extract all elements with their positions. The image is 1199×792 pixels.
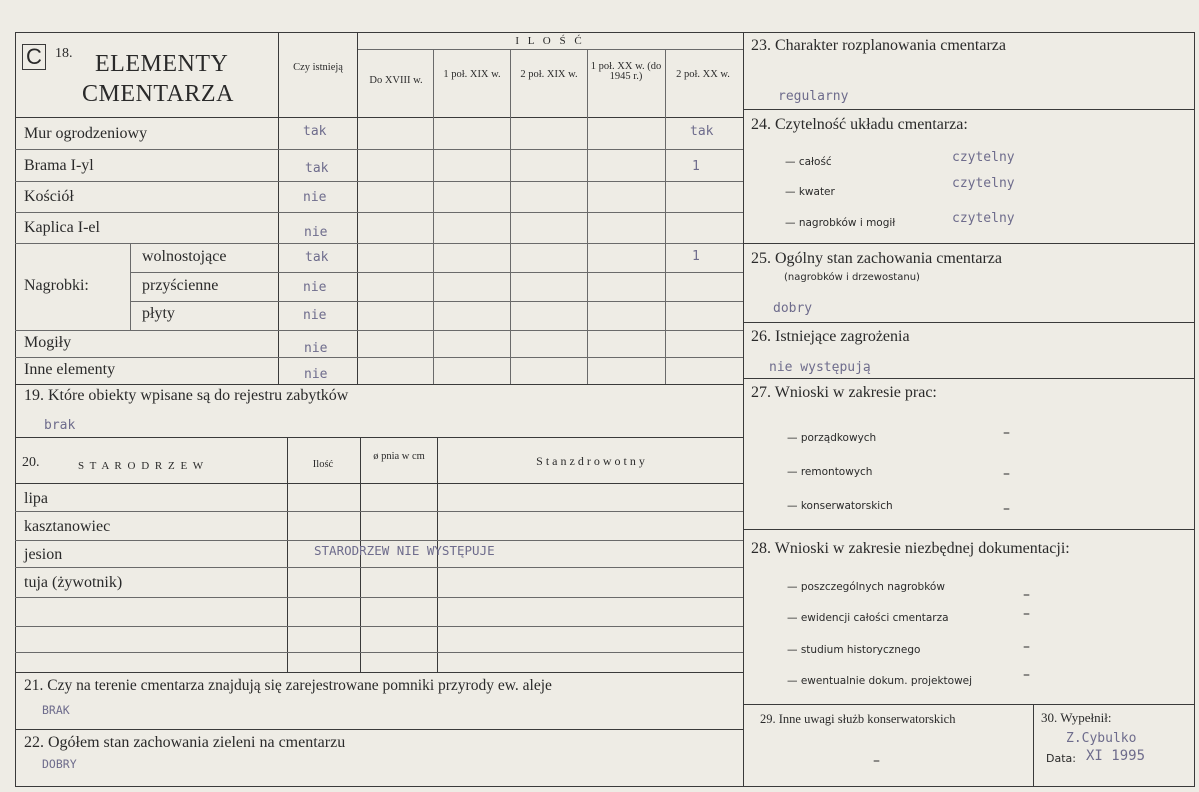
period-value: 1 bbox=[692, 249, 700, 264]
section-27-item-label: — konserwatorskich bbox=[787, 500, 893, 512]
row-label: Mur ogrodzeniowy bbox=[24, 125, 148, 142]
section-21-value: BRAK bbox=[42, 703, 70, 717]
section-badge: C bbox=[22, 44, 46, 70]
tree-label: tuja (żywotnik) bbox=[24, 574, 123, 591]
section-28-title: 28. Wnioski w zakresie niezbędnej dokumentacji: bbox=[751, 540, 1070, 557]
section-28-item-value: – bbox=[1023, 639, 1030, 655]
section-28-item-label: — poszczególnych nagrobków bbox=[787, 581, 945, 593]
section-27-item-value: – bbox=[1003, 501, 1010, 517]
row-label: Kościół bbox=[24, 188, 74, 205]
col-diameter-header: ø pnia w cm bbox=[373, 451, 425, 462]
section-23-title: 23. Charakter rozplanowania cmentarza bbox=[751, 37, 1006, 54]
row-label: Kaplica I-el bbox=[24, 219, 100, 236]
period-value: 1 bbox=[692, 159, 700, 174]
section-25-subtitle: (nagrobków i drzewostanu) bbox=[784, 272, 920, 283]
section-20-title: S T A R O D R Z E W bbox=[78, 460, 205, 472]
tree-label: kasztanowiec bbox=[24, 518, 111, 535]
section-number: 18. bbox=[55, 46, 73, 61]
section-21-title: 21. Czy na terenie cmentarza znajdują się zarejestrowane pomniki przyrody ew. aleje bbox=[24, 677, 552, 694]
section-25-title: 25. Ogólny stan zachowania cmentarza bbox=[751, 250, 1003, 267]
col-health-header: S t a n z d r o w o t n y bbox=[536, 454, 645, 468]
no-trees-note: STARODRZEW NIE WYSTĘPUJE bbox=[314, 543, 495, 558]
section-28-item-value: – bbox=[1023, 606, 1030, 622]
row-label: Brama I-yl bbox=[24, 157, 94, 174]
exists-value: nie bbox=[304, 225, 328, 240]
section-29-value: – bbox=[873, 753, 880, 769]
section-24-item-label: — kwater bbox=[785, 186, 835, 198]
section-19-value: brak bbox=[44, 418, 76, 433]
section-22-title: 22. Ogółem stan zachowania zieleni na cmentarzu bbox=[24, 734, 346, 751]
col-count-header: Ilość bbox=[312, 459, 334, 470]
row-label: płyty bbox=[142, 305, 175, 322]
section-24-item-label: — całość bbox=[785, 156, 832, 168]
section-title-line1: ELEMENTY bbox=[95, 51, 229, 77]
column-divider bbox=[743, 32, 744, 787]
section-26-value: nie występują bbox=[769, 360, 871, 375]
tree-label: lipa bbox=[24, 490, 48, 507]
section-28-item-label: — studium historycznego bbox=[787, 644, 921, 656]
section-27-item-label: — porządkowych bbox=[787, 432, 877, 444]
period-header: 2 poł. XIX w. bbox=[520, 69, 578, 80]
row-label: Mogiły bbox=[24, 334, 72, 351]
exists-value: nie bbox=[303, 280, 327, 295]
section-24-item-value: czytelny bbox=[952, 150, 1015, 165]
exists-value: tak bbox=[305, 250, 329, 265]
exists-value: tak bbox=[303, 124, 327, 139]
period-header: Do XVIII w. bbox=[369, 75, 423, 86]
tree-label: jesion bbox=[24, 546, 63, 563]
section-24-item-label: — nagrobków i mogił bbox=[785, 217, 896, 229]
period-header: 1 poł. XX w. (do 1945 r.) bbox=[590, 61, 662, 82]
section-24-item-value: czytelny bbox=[952, 176, 1015, 191]
section-30-name: Z.Cybulko bbox=[1066, 731, 1137, 746]
section-30-date-label: Data: bbox=[1046, 752, 1076, 765]
section-28-item-label: — ewentualnie dokum. projektowej bbox=[787, 675, 973, 687]
exists-value: tak bbox=[305, 161, 329, 176]
period-header: 1 poł. XIX w. bbox=[443, 69, 501, 80]
section-28-item-value: – bbox=[1023, 587, 1030, 603]
nagrobki-label: Nagrobki: bbox=[24, 277, 89, 294]
section-28-item-value: – bbox=[1023, 667, 1030, 683]
section-27-item-value: – bbox=[1003, 425, 1010, 441]
period-value: tak bbox=[690, 124, 714, 139]
exists-value: nie bbox=[304, 367, 328, 382]
section-24-item-value: czytelny bbox=[952, 211, 1015, 226]
row-label: przyścienne bbox=[142, 277, 219, 294]
col-exists-header: Czy istnieją bbox=[293, 62, 343, 73]
section-27-item-value: – bbox=[1003, 466, 1010, 482]
section-20-number: 20. bbox=[22, 455, 40, 470]
section-24-title: 24. Czytelność układu cmentarza: bbox=[751, 116, 968, 133]
section-19-title: 19. Które obiekty wpisane są do rejestru zabytków bbox=[24, 387, 349, 404]
section-30-title: 30. Wypełnił: bbox=[1041, 710, 1112, 725]
exists-value: nie bbox=[303, 190, 327, 205]
exists-value: nie bbox=[304, 341, 328, 356]
section-title-line2: CMENTARZA bbox=[82, 81, 234, 107]
exists-value: nie bbox=[303, 308, 327, 323]
section-29-title: 29. Inne uwagi służb konserwatorskich bbox=[760, 712, 956, 726]
section-30-date: XI 1995 bbox=[1086, 748, 1146, 764]
section-28-item-label: — ewidencji całości cmentarza bbox=[787, 612, 949, 624]
section-26-title: 26. Istniejące zagrożenia bbox=[751, 328, 910, 345]
ilosc-header: I L O Ś Ć bbox=[515, 35, 585, 47]
section-27-title: 27. Wnioski w zakresie prac: bbox=[751, 384, 937, 401]
section-22-value: DOBRY bbox=[42, 757, 77, 771]
section-27-item-label: — remontowych bbox=[787, 466, 873, 478]
section-25-value: dobry bbox=[773, 301, 813, 316]
form-frame bbox=[15, 32, 1195, 787]
period-header: 2 poł. XX w. bbox=[676, 69, 730, 80]
row-label: wolnostojące bbox=[142, 248, 227, 265]
row-label: Inne elementy bbox=[24, 361, 116, 378]
section-23-value: regularny bbox=[778, 89, 849, 104]
